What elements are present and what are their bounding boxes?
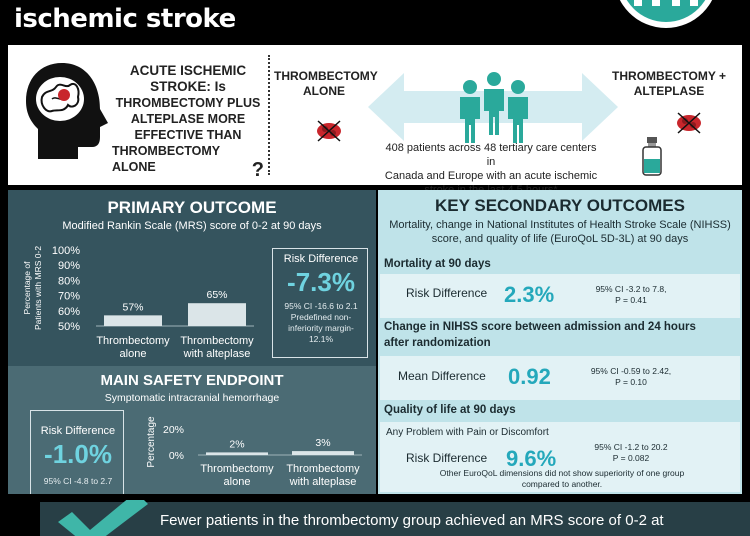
ci-line: P = 0.082 xyxy=(612,453,650,463)
question-line: THROMBECTOMY PLUS xyxy=(115,96,261,110)
secondary-title: KEY SECONDARY OUTCOMES xyxy=(434,196,685,215)
logo-icon xyxy=(606,0,726,30)
risk-label: Risk Difference xyxy=(283,253,359,265)
heading-line: Change in NIHSS score between admission and 24 hours xyxy=(384,321,696,333)
question-line: ACUTE ISCHEMIC xyxy=(129,63,247,78)
category-label: Thrombectomy xyxy=(180,335,254,347)
primary-subtitle: Modified Rankin Scale (MRS) score of 0-2 at 90 days xyxy=(62,220,322,232)
category-label: alone xyxy=(119,348,147,360)
qol-heading: Quality of life at 90 days xyxy=(384,404,516,416)
y-tick-label: 90% xyxy=(57,260,80,273)
clot-icon xyxy=(672,109,706,137)
qol-row xyxy=(380,422,740,492)
arrows-icon xyxy=(368,65,618,149)
divider xyxy=(268,55,270,175)
subtitle-line: Mortality, change in National Institutes of Health Stroke Scale (NIHSS) xyxy=(389,219,731,231)
question-line: ALTEPLASE MORE xyxy=(130,112,246,126)
y-axis-label: Percentage xyxy=(146,416,157,468)
mortality-label: Risk Difference xyxy=(406,286,488,300)
arm-thrombectomy-alteplase xyxy=(604,69,734,99)
description-line: Canada and Europe with an acute ischemic xyxy=(384,170,598,182)
arm-label-line: THROMBECTOMY xyxy=(274,69,378,83)
safety-chart xyxy=(128,410,374,494)
risk-ci: 95% CI -4.8 to 2.7 xyxy=(43,476,113,486)
mortality-heading: Mortality at 90 days xyxy=(384,258,491,270)
category-label: Thrombectomy xyxy=(286,463,360,475)
study-overview-panel xyxy=(8,45,742,185)
qol-value: 9.6% xyxy=(506,446,557,471)
primary-title: PRIMARY OUTCOME xyxy=(107,198,277,217)
risk-value: -1.0% xyxy=(44,439,112,469)
qol-note xyxy=(386,468,738,490)
study-description xyxy=(380,141,602,197)
qol-subheading: Any Problem with Pain or Discomfort xyxy=(386,427,549,438)
category-label: with alteplase xyxy=(289,476,357,488)
safety-subtitle: Symptomatic intracranial hemorrhage xyxy=(104,392,280,404)
ci-line: Predefined non- xyxy=(290,312,352,322)
description-line: 408 patients across 48 tertiary care centers in xyxy=(385,142,597,168)
heading-line: after randomization xyxy=(384,337,491,349)
question-mark: ? xyxy=(251,159,264,181)
arm-thrombectomy-alone xyxy=(274,69,378,99)
category-label: Thrombectomy xyxy=(200,463,274,475)
safety-risk-box xyxy=(30,410,124,494)
ci-line: 95% CI -3.2 to 7.8, xyxy=(595,284,667,294)
note-line: compared to another. xyxy=(521,479,603,489)
nihss-row xyxy=(380,356,740,400)
header xyxy=(0,0,750,40)
risk-value: -7.3% xyxy=(287,267,355,297)
category-label: Thrombectomy xyxy=(96,335,170,347)
nihss-value: 0.92 xyxy=(508,364,551,389)
question-line: STROKE: Is xyxy=(150,79,226,94)
safety-title: MAIN SAFETY ENDPOINT xyxy=(100,372,284,389)
page-title: ischemic stroke xyxy=(14,4,236,34)
arm-label-line: ALTEPLASE xyxy=(633,84,705,98)
y-tick-label: 60% xyxy=(57,305,80,318)
ci-line: 95% CI -1.2 to 20.2 xyxy=(594,442,668,452)
ci-line: 95% CI -0.59 to 2.42, xyxy=(590,366,672,376)
subtitle-line: score, and quality of life (EuroQoL 5D-3L) at 90 days xyxy=(431,233,689,245)
brain-icon xyxy=(22,59,114,164)
ci-line: 12.1% xyxy=(308,334,334,344)
conclusion-text: Fewer patients in the thrombectomy group achieved an MRS score of 0-2 at xyxy=(160,512,664,529)
risk-label: Risk Difference xyxy=(40,425,116,437)
study-question xyxy=(112,63,264,181)
y-tick-label: 20% xyxy=(162,424,184,436)
risk-ci xyxy=(273,301,369,345)
y-tick-label: 50% xyxy=(57,321,80,333)
nihss-heading xyxy=(384,319,696,351)
bar-value-label: 3% xyxy=(315,437,331,450)
y-tick-label: 80% xyxy=(57,275,80,288)
mortality-value: 2.3% xyxy=(504,282,555,307)
ci-line: P = 0.41 xyxy=(615,295,647,305)
arm-label-line: ALONE xyxy=(303,84,345,98)
people-icon xyxy=(460,72,528,143)
category-label: alone xyxy=(223,476,251,488)
question-line: THROMBECTOMY ALONE xyxy=(112,144,220,174)
checkmark-icon xyxy=(50,500,150,536)
note-line: Other EuroQoL dimensions did not show superiority of one group xyxy=(439,468,685,478)
ci-line: 95% CI -16.6 to 2.1 xyxy=(284,301,358,311)
safety-endpoint-panel xyxy=(8,366,376,494)
arm-label-line: THROMBECTOMY + xyxy=(612,69,726,83)
mortality-row xyxy=(380,274,740,318)
question-line: EFFECTIVE THAN xyxy=(134,128,242,142)
mortality-ci xyxy=(576,284,686,306)
ci-line: inferiority margin- xyxy=(288,323,354,333)
y-tick-label: 0% xyxy=(168,450,184,462)
qol-ci xyxy=(576,442,686,464)
ci-line: P = 0.10 xyxy=(615,377,647,387)
bar xyxy=(188,303,246,326)
primary-risk-box xyxy=(272,248,368,358)
secondary-outcomes-panel xyxy=(378,190,742,494)
qol-label: Risk Difference xyxy=(406,451,488,465)
clot-icon xyxy=(312,117,346,145)
bar xyxy=(104,315,162,326)
nihss-ci xyxy=(576,366,686,388)
category-label: with alteplase xyxy=(183,348,251,360)
secondary-subtitle xyxy=(388,218,732,246)
bar-value-label: 57% xyxy=(122,301,144,314)
primary-outcome-panel xyxy=(8,190,376,366)
primary-chart xyxy=(10,238,272,364)
nihss-label: Mean Difference xyxy=(398,369,486,383)
bar-value-label: 2% xyxy=(229,438,245,451)
y-axis-label: Patients with MRS 0-2 xyxy=(33,245,43,331)
y-tick-label: 100% xyxy=(51,245,80,257)
bar xyxy=(206,452,268,455)
y-axis-label: Percentage of xyxy=(22,261,32,315)
bar xyxy=(292,451,354,455)
bar-value-label: 65% xyxy=(206,289,228,302)
vial-icon xyxy=(640,137,664,177)
y-tick-label: 70% xyxy=(57,290,80,303)
